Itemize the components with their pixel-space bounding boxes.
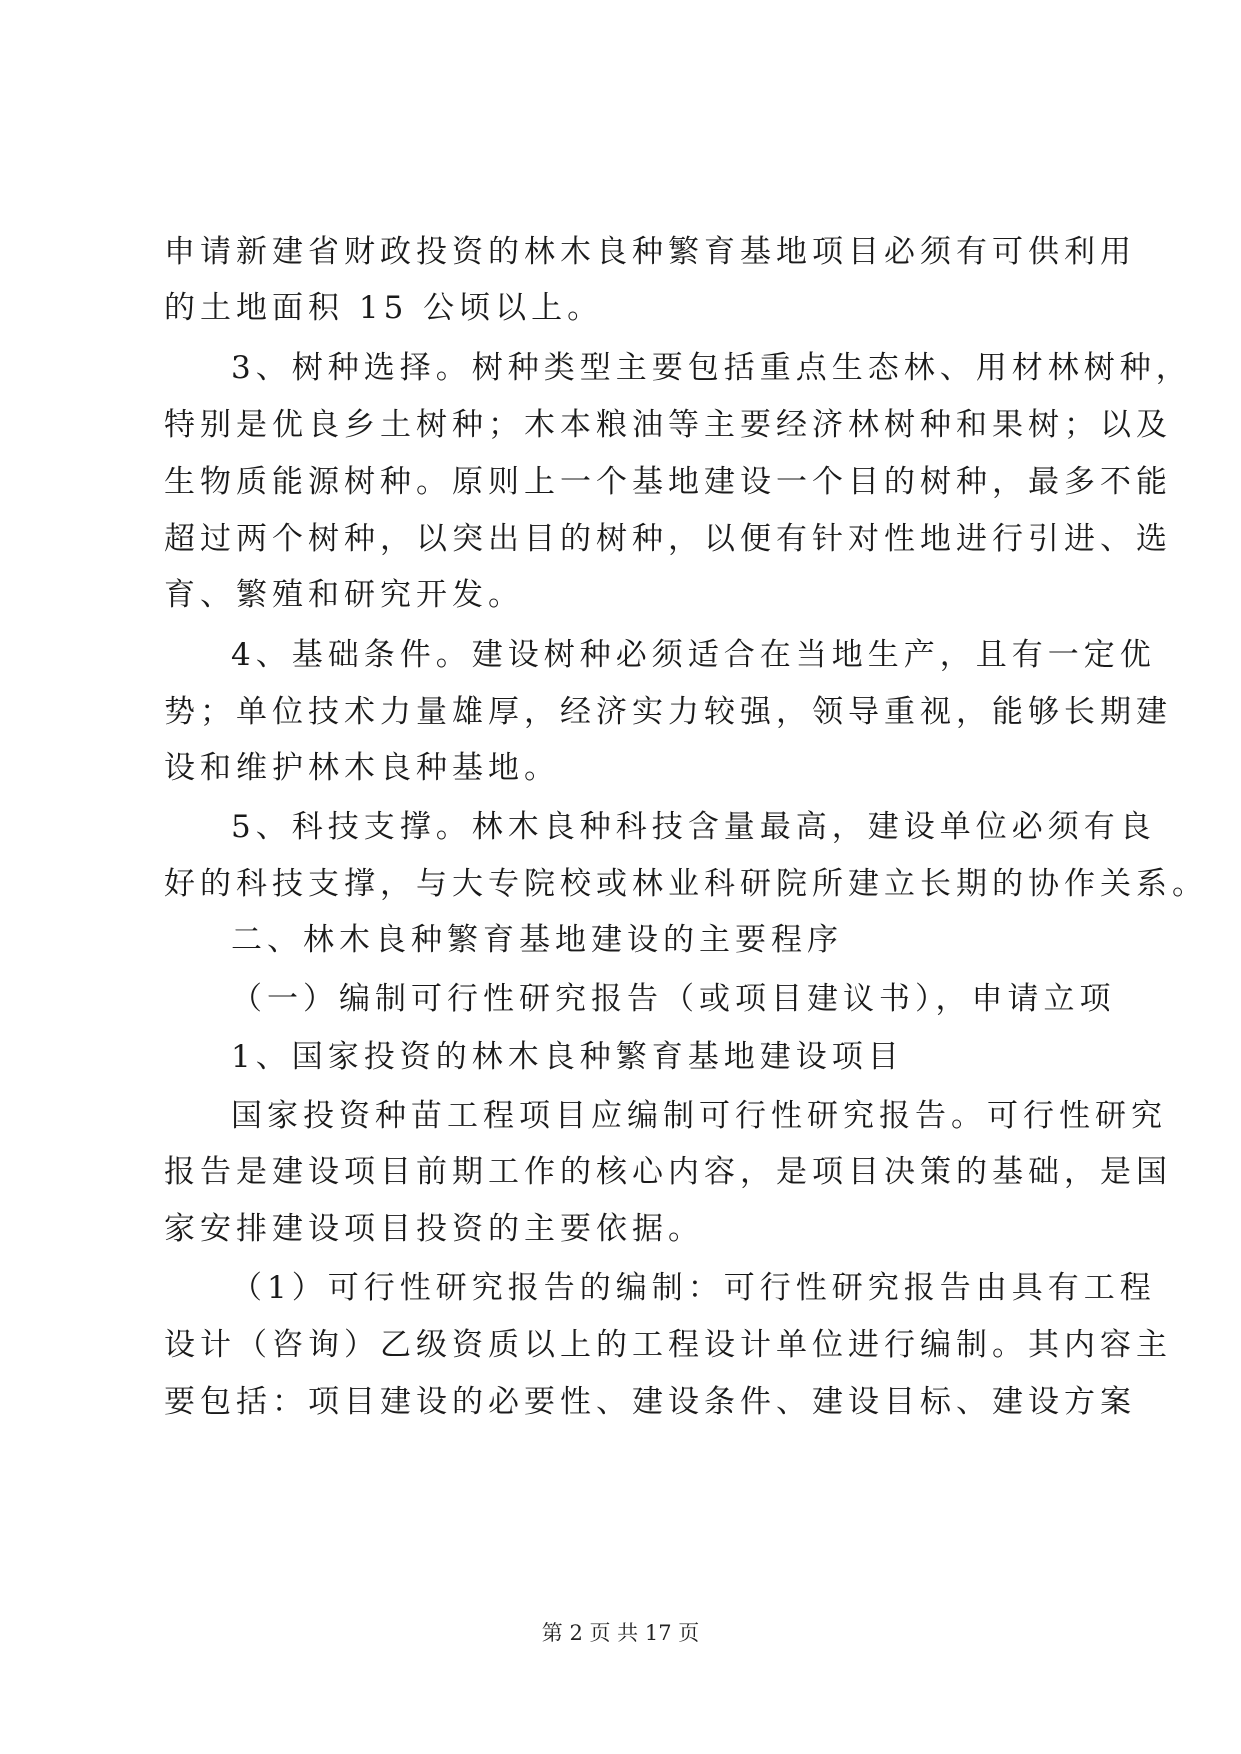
text-line: 1、国家投资的林木良种繁育基地建设项目 <box>231 1039 904 1075</box>
text-line: （1）可行性研究报告的编制：可行性研究报告由具有工程 <box>231 1270 1156 1306</box>
text-line: 申请新建省财政投资的林木良种繁育基地项目必须有可供利用 <box>164 234 1136 270</box>
subsection-heading: （一）编制可行性研究报告（或项目建议书），申请立项 <box>231 981 1116 1017</box>
text-line: 育、繁殖和研究开发。 <box>164 577 524 613</box>
text-line: 报告是建设项目前期工作的核心内容，是项目决策的基础，是国 <box>164 1154 1172 1190</box>
text-line: 的土地面积 15 公顷以上。 <box>164 290 604 326</box>
text-line: 势；单位技术力量雄厚，经济实力较强，领导重视，能够长期建 <box>164 694 1172 730</box>
text-line: 生物质能源树种。原则上一个基地建设一个目的树种，最多不能 <box>164 464 1172 500</box>
section-heading: 二、林木良种繁育基地建设的主要程序 <box>231 922 843 958</box>
page-footer: 第 2 页 共 17 页 <box>541 1621 700 1645</box>
text-line: 5、科技支撑。林木良种科技含量最高，建设单位必须有良 <box>231 809 1156 845</box>
text-line: 4、基础条件。建设树种必须适合在当地生产，且有一定优 <box>231 637 1156 673</box>
text-line: 设计（咨询）乙级资质以上的工程设计单位进行编制。其内容主 <box>164 1327 1172 1363</box>
text-line: 3、树种选择。树种类型主要包括重点生态林、用材林树种， <box>231 350 1192 386</box>
text-line: 超过两个树种，以突出目的树种，以便有针对性地进行引进、选 <box>164 521 1172 557</box>
text-line: 家安排建设项目投资的主要依据。 <box>164 1211 704 1247</box>
text-line: 好的科技支撑，与大专院校或林业科研院所建立长期的协作关系。 <box>164 866 1208 902</box>
text-line: 国家投资种苗工程项目应编制可行性研究报告。可行性研究 <box>231 1098 1167 1134</box>
text-line: 要包括：项目建设的必要性、建设条件、建设目标、建设方案 <box>164 1384 1136 1420</box>
text-line: 设和维护林木良种基地。 <box>164 750 560 786</box>
text-line: 特别是优良乡土树种；木本粮油等主要经济林树种和果树；以及 <box>164 407 1172 443</box>
